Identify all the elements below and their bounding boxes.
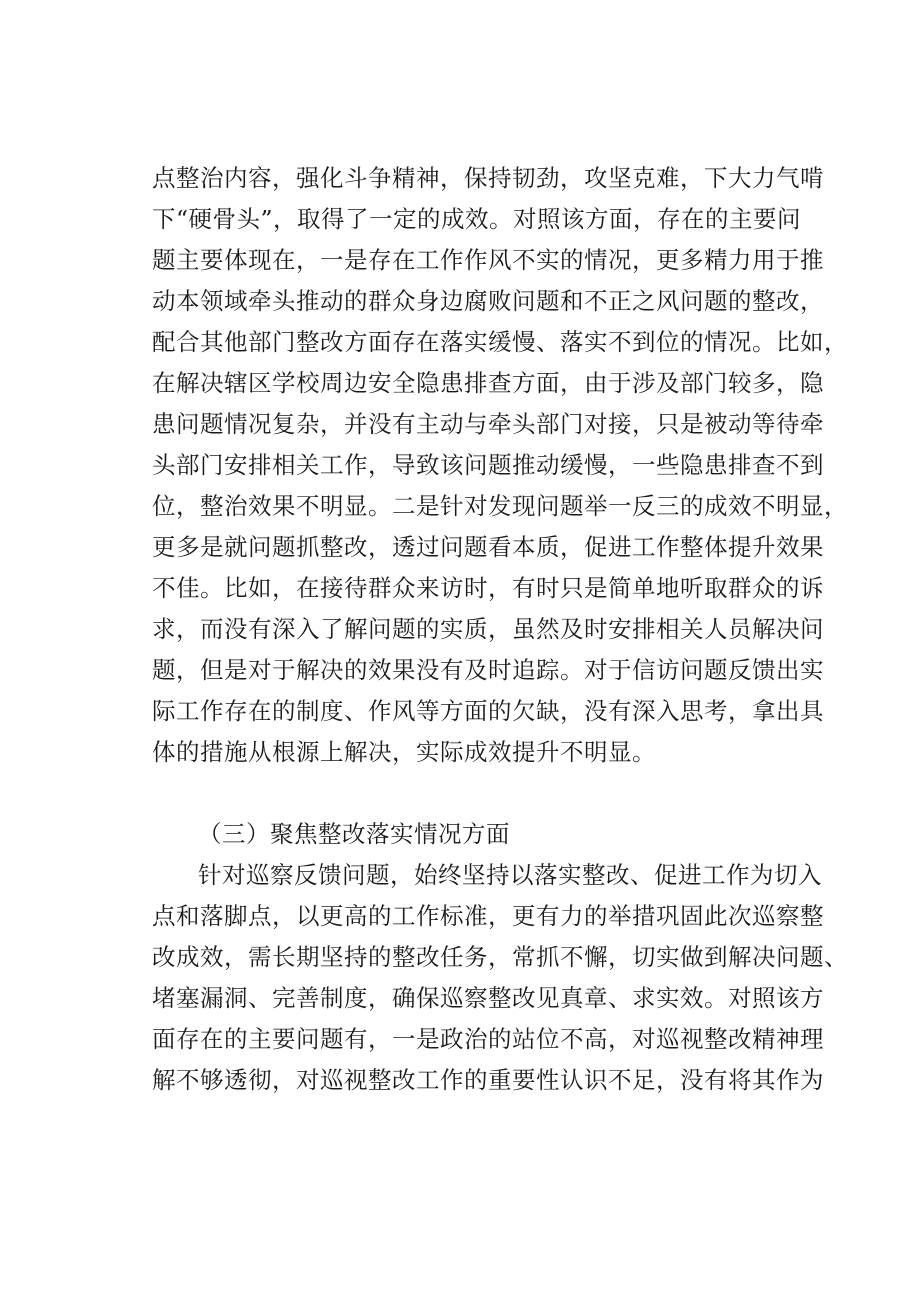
paragraph-line: 堵塞漏洞、完善制度，确保巡察整改见真章、求实效。对照该方: [152, 984, 824, 1012]
paragraph-line: 题，但是对于解决的效果没有及时追踪。对于信访问题反馈出实: [152, 656, 824, 684]
section-heading: （三）聚焦整改落实情况方面: [198, 820, 510, 848]
paragraph-line: 解不够透彻，对巡视整改工作的重要性认识不足，没有将其作为: [152, 1066, 824, 1094]
paragraph-line: 头部门安排相关工作，导致该问题推动缓慢，一些隐患排查不到: [152, 451, 824, 479]
paragraph-line: 题主要体现在，一是存在工作作风不实的情况，更多精力用于推: [152, 246, 824, 274]
paragraph-line: 点整治内容，强化斗争精神，保持韧劲，攻坚克难，下大力气啃: [152, 164, 824, 192]
paragraph-line: 面存在的主要问题有，一是政治的站位不高，对巡视整改精神理: [152, 1025, 824, 1053]
paragraph-line: 更多是就问题抓整改，透过问题看本质，促进工作整体提升效果: [152, 533, 824, 561]
paragraph-line: 位，整治效果不明显。二是针对发现问题举一反三的成效不明显，: [152, 492, 848, 520]
paragraph-line: 点和落脚点，以更高的工作标准，更有力的举措巩固此次巡察整: [152, 902, 824, 930]
paragraph-line: 在解决辖区学校周边安全隐患排查方面，由于涉及部门较多，隐: [152, 369, 824, 397]
paragraph-line: 配合其他部门整改方面存在落实缓慢、落实不到位的情况。比如，: [152, 328, 848, 356]
paragraph-line: 针对巡察反馈问题，始终坚持以落实整改、促进工作为切入: [198, 861, 822, 889]
paragraph-line: 体的措施从根源上解决，实际成效提升不明显。: [152, 738, 656, 766]
paragraph-line: 患问题情况复杂，并没有主动与牵头部门对接，只是被动等待牵: [152, 410, 824, 438]
paragraph-line: 改成效，需长期坚持的整改任务，常抓不懈，切实做到解决问题、: [152, 943, 848, 971]
paragraph-line: 下“硬骨头”，取得了一定的成效。对照该方面，存在的主要问: [152, 205, 802, 233]
paragraph-line: 求，而没有深入了解问题的实质，虽然及时安排相关人员解决问: [152, 615, 824, 643]
paragraph-line: 不佳。比如，在接待群众来访时，有时只是简单地听取群众的诉: [152, 574, 824, 602]
paragraph-line: 际工作存在的制度、作风等方面的欠缺，没有深入思考，拿出具: [152, 697, 824, 725]
paragraph-line: 动本领域牵头推动的群众身边腐败问题和不正之风问题的整改，: [152, 287, 824, 315]
